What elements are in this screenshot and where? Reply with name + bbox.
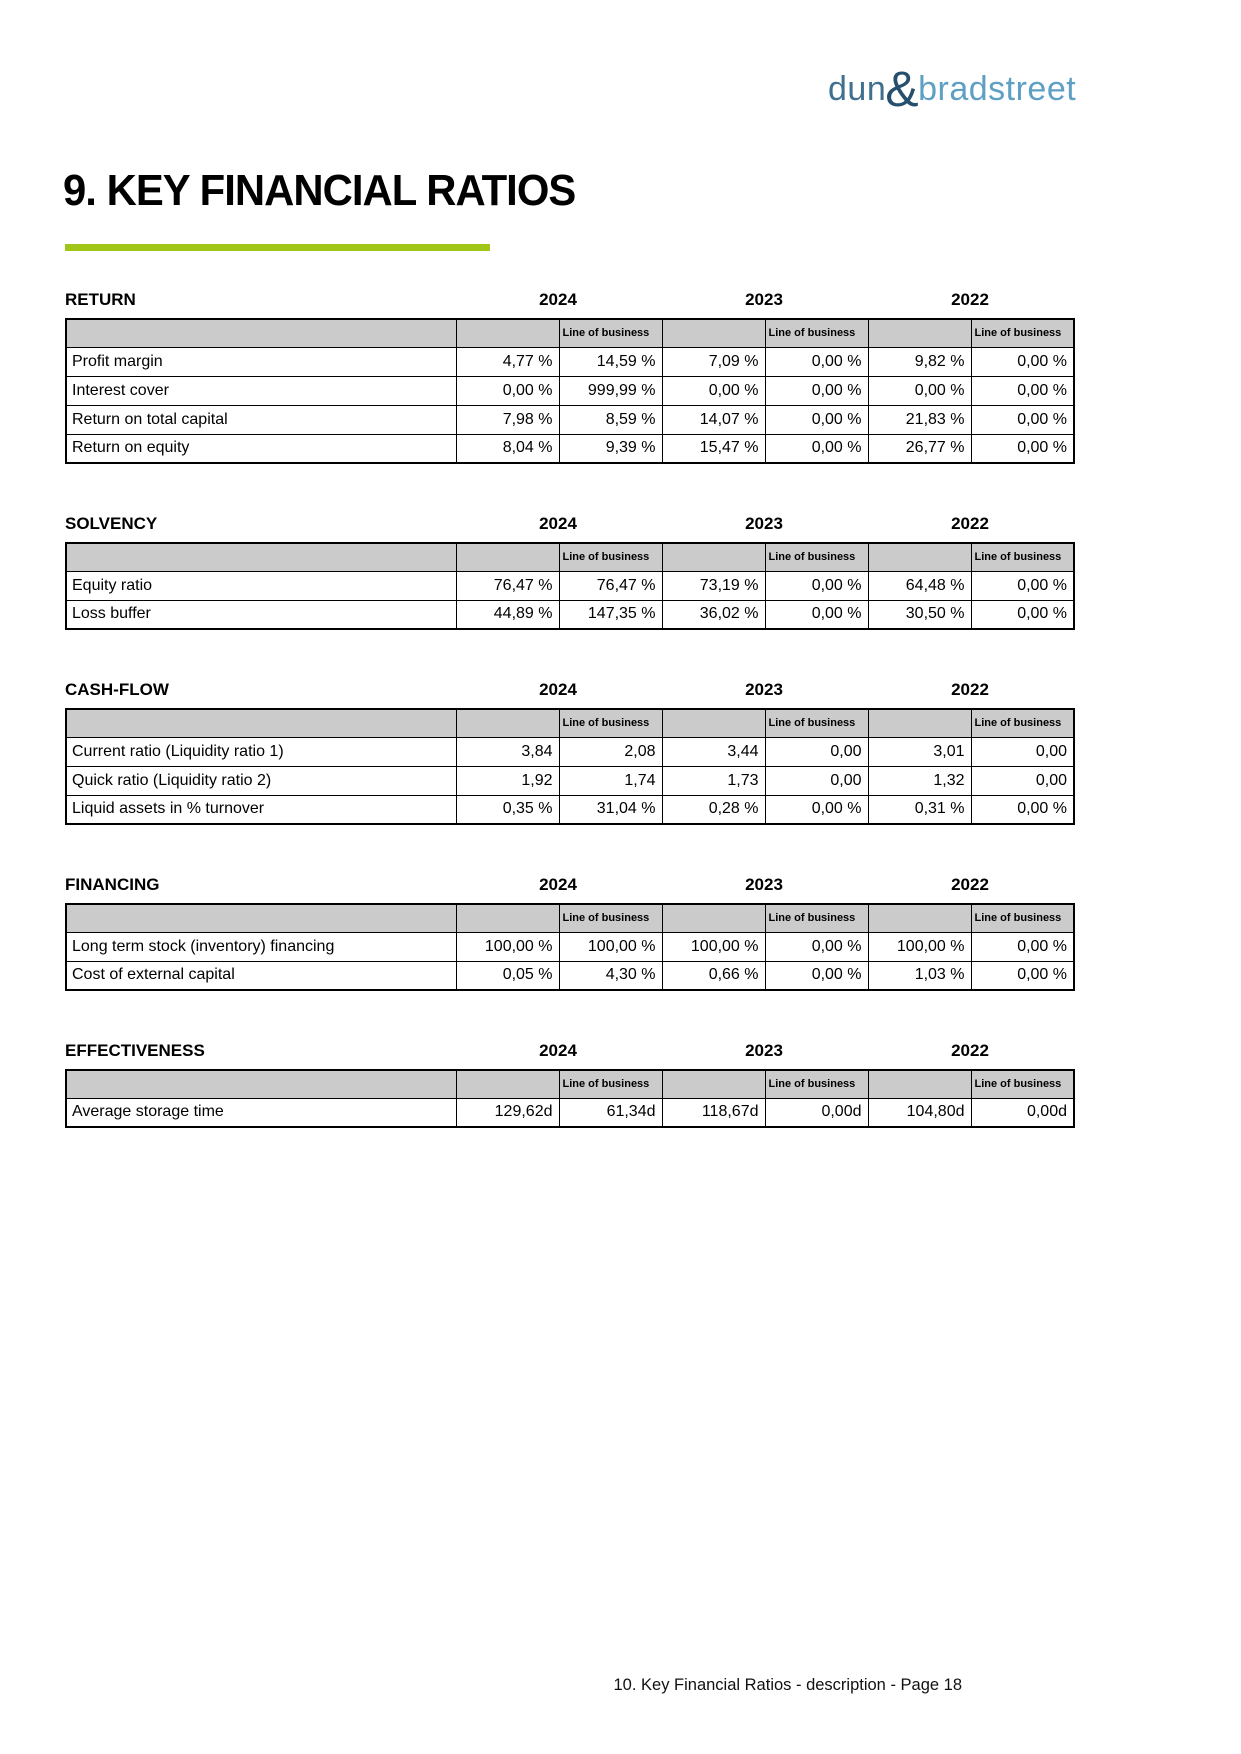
table-row: [66, 795, 1074, 824]
year-label: 2024: [539, 680, 577, 699]
header-spacer-cell: [456, 319, 559, 347]
table-row: [66, 434, 1074, 463]
section-header: [65, 514, 1073, 534]
header-spacer-cell: [66, 543, 456, 571]
section-title: FINANCING: [65, 875, 160, 894]
table-row: [66, 571, 1074, 600]
table-row: [66, 932, 1074, 961]
ratio-value: 4,30 %: [559, 961, 662, 990]
table-header-row: [66, 543, 1074, 571]
line-of-business-header: Line of business: [559, 709, 662, 737]
ampersand-icon: &: [885, 61, 920, 117]
section-effectiveness: [65, 1041, 1073, 1128]
ratio-label: Profit margin: [66, 347, 456, 376]
line-of-business-header: Line of business: [559, 543, 662, 571]
ratio-value: 0,00 %: [971, 961, 1074, 990]
header-spacer-cell: [868, 319, 971, 347]
section-solvency: [65, 514, 1073, 630]
section-header: [65, 290, 1073, 310]
section-header: [65, 1041, 1073, 1061]
year-label: 2022: [951, 514, 989, 533]
ratio-label: Quick ratio (Liquidity ratio 2): [66, 766, 456, 795]
year-label: 2023: [745, 1041, 783, 1060]
ratio-value: 129,62d: [456, 1098, 559, 1127]
year-label: 2023: [745, 514, 783, 533]
ratio-label: Cost of external capital: [66, 961, 456, 990]
section-title: EFFECTIVENESS: [65, 1041, 205, 1060]
ratio-value: 31,04 %: [559, 795, 662, 824]
year-label: 2022: [951, 290, 989, 309]
ratio-label: Return on equity: [66, 434, 456, 463]
ratio-value: 4,77 %: [456, 347, 559, 376]
header-spacer-cell: [662, 1070, 765, 1098]
year-label: 2022: [951, 875, 989, 894]
ratio-value: 0,00 %: [765, 405, 868, 434]
ratio-value: 0,00 %: [868, 376, 971, 405]
ratio-value: 7,09 %: [662, 347, 765, 376]
ratio-value: 100,00 %: [559, 932, 662, 961]
ratio-value: 0,35 %: [456, 795, 559, 824]
ratio-value: 100,00 %: [868, 932, 971, 961]
ratio-value: 9,82 %: [868, 347, 971, 376]
line-of-business-header: Line of business: [971, 709, 1074, 737]
header-spacer-cell: [868, 904, 971, 932]
ratio-value: 0,00 %: [765, 961, 868, 990]
ratio-value: 0,00 %: [765, 932, 868, 961]
line-of-business-header: Line of business: [559, 1070, 662, 1098]
ratio-value: 7,98 %: [456, 405, 559, 434]
line-of-business-header: Line of business: [765, 1070, 868, 1098]
year-label: 2024: [539, 514, 577, 533]
header-spacer-cell: [662, 319, 765, 347]
table-row: [66, 405, 1074, 434]
section-header: [65, 680, 1073, 700]
ratio-value: 0,00: [765, 766, 868, 795]
logo-text-dun: dun: [828, 70, 887, 108]
header-spacer-cell: [456, 543, 559, 571]
line-of-business-header: Line of business: [765, 543, 868, 571]
line-of-business-header: Line of business: [765, 319, 868, 347]
table-header-row: [66, 1070, 1074, 1098]
ratio-value: 0,00 %: [662, 376, 765, 405]
title-accent-bar: [65, 244, 490, 251]
ratio-value: 0,00 %: [971, 347, 1074, 376]
year-label: 2023: [745, 290, 783, 309]
ratio-value: 26,77 %: [868, 434, 971, 463]
ratio-value: 0,00 %: [765, 795, 868, 824]
header-spacer-cell: [456, 904, 559, 932]
ratio-label: Liquid assets in % turnover: [66, 795, 456, 824]
ratio-value: 0,00 %: [971, 795, 1074, 824]
ratio-value: 104,80d: [868, 1098, 971, 1127]
section-title: SOLVENCY: [65, 514, 158, 533]
header-spacer-cell: [662, 543, 765, 571]
ratio-value: 0,28 %: [662, 795, 765, 824]
page-title: 9. KEY FINANCIAL RATIOS: [63, 166, 576, 215]
table-row: [66, 600, 1074, 629]
table-row: [66, 347, 1074, 376]
ratio-value: 0,00 %: [971, 376, 1074, 405]
ratio-value: 36,02 %: [662, 600, 765, 629]
year-label: 2022: [951, 680, 989, 699]
ratio-value: 64,48 %: [868, 571, 971, 600]
ratio-label: Current ratio (Liquidity ratio 1): [66, 737, 456, 766]
section-return: [65, 290, 1073, 464]
ratio-label: Interest cover: [66, 376, 456, 405]
line-of-business-header: Line of business: [765, 709, 868, 737]
ratio-label: Loss buffer: [66, 600, 456, 629]
table-row: [66, 766, 1074, 795]
ratio-value: 44,89 %: [456, 600, 559, 629]
ratio-value: 8,04 %: [456, 434, 559, 463]
ratio-value: 73,19 %: [662, 571, 765, 600]
header-spacer-cell: [662, 709, 765, 737]
line-of-business-header: Line of business: [971, 904, 1074, 932]
ratio-value: 0,00 %: [971, 405, 1074, 434]
year-label: 2024: [539, 875, 577, 894]
ratio-value: 15,47 %: [662, 434, 765, 463]
ratio-value: 0,00 %: [971, 571, 1074, 600]
ratio-value: 76,47 %: [456, 571, 559, 600]
ratio-value: 1,73: [662, 766, 765, 795]
ratio-value: 0,00: [765, 737, 868, 766]
ratio-value: 3,44: [662, 737, 765, 766]
section-title: CASH-FLOW: [65, 680, 169, 699]
ratio-value: 0,00 %: [765, 571, 868, 600]
line-of-business-header: Line of business: [971, 319, 1074, 347]
ratio-value: 0,00 %: [971, 600, 1074, 629]
ratio-value: 30,50 %: [868, 600, 971, 629]
line-of-business-header: Line of business: [971, 543, 1074, 571]
ratio-label: Average storage time: [66, 1098, 456, 1127]
ratios-table: [65, 1069, 1075, 1128]
ratio-value: 0,66 %: [662, 961, 765, 990]
year-label: 2024: [539, 290, 577, 309]
ratio-value: 0,00d: [765, 1098, 868, 1127]
ratio-value: 1,03 %: [868, 961, 971, 990]
ratio-value: 14,07 %: [662, 405, 765, 434]
header-spacer-cell: [66, 904, 456, 932]
ratio-value: 0,00: [971, 766, 1074, 795]
dun-bradstreet-logo: [828, 61, 1077, 117]
table-row: [66, 1098, 1074, 1127]
line-of-business-header: Line of business: [559, 904, 662, 932]
ratio-value: 3,84: [456, 737, 559, 766]
year-label: 2022: [951, 1041, 989, 1060]
header-spacer-cell: [662, 904, 765, 932]
ratio-value: 0,05 %: [456, 961, 559, 990]
ratio-value: 14,59 %: [559, 347, 662, 376]
ratio-value: 0,00 %: [765, 434, 868, 463]
ratio-value: 0,00d: [971, 1098, 1074, 1127]
header-spacer-cell: [868, 709, 971, 737]
ratio-label: Return on total capital: [66, 405, 456, 434]
ratio-value: 1,74: [559, 766, 662, 795]
ratio-value: 0,00 %: [765, 600, 868, 629]
ratio-value: 0,00 %: [765, 376, 868, 405]
ratio-value: 100,00 %: [662, 932, 765, 961]
ratios-table: [65, 542, 1075, 630]
ratio-value: 0,00: [971, 737, 1074, 766]
ratios-table: [65, 903, 1075, 991]
table-row: [66, 376, 1074, 405]
ratio-value: 1,92: [456, 766, 559, 795]
ratio-value: 0,00 %: [765, 347, 868, 376]
ratios-table: [65, 318, 1075, 464]
year-label: 2024: [539, 1041, 577, 1060]
page-footer: 10. Key Financial Ratios - description - Page 18: [613, 1676, 962, 1694]
ratio-value: 76,47 %: [559, 571, 662, 600]
header-spacer-cell: [66, 319, 456, 347]
ratio-value: 3,01: [868, 737, 971, 766]
section-financing: [65, 875, 1073, 991]
ratio-value: 0,00 %: [971, 932, 1074, 961]
table-header-row: [66, 709, 1074, 737]
table-header-row: [66, 319, 1074, 347]
line-of-business-header: Line of business: [971, 1070, 1074, 1098]
year-label: 2023: [745, 875, 783, 894]
header-spacer-cell: [868, 543, 971, 571]
ratio-value: 118,67d: [662, 1098, 765, 1127]
line-of-business-header: Line of business: [559, 319, 662, 347]
section-cash-flow: [65, 680, 1073, 825]
year-label: 2023: [745, 680, 783, 699]
header-spacer-cell: [66, 709, 456, 737]
ratio-value: 147,35 %: [559, 600, 662, 629]
ratio-value: 2,08: [559, 737, 662, 766]
line-of-business-header: Line of business: [765, 904, 868, 932]
header-spacer-cell: [868, 1070, 971, 1098]
header-spacer-cell: [66, 1070, 456, 1098]
ratio-value: 0,00 %: [971, 434, 1074, 463]
table-header-row: [66, 904, 1074, 932]
header-spacer-cell: [456, 1070, 559, 1098]
header-spacer-cell: [456, 709, 559, 737]
ratio-label: Long term stock (inventory) financing: [66, 932, 456, 961]
ratios-table: [65, 708, 1075, 825]
ratio-label: Equity ratio: [66, 571, 456, 600]
ratio-value: 21,83 %: [868, 405, 971, 434]
ratio-value: 9,39 %: [559, 434, 662, 463]
section-title: RETURN: [65, 290, 136, 309]
ratio-value: 0,31 %: [868, 795, 971, 824]
ratio-value: 61,34d: [559, 1098, 662, 1127]
ratio-value: 1,32: [868, 766, 971, 795]
ratio-value: 999,99 %: [559, 376, 662, 405]
section-header: [65, 875, 1073, 895]
ratio-value: 8,59 %: [559, 405, 662, 434]
ratio-sections: [65, 290, 1073, 1178]
logo-text-bradstreet: bradstreet: [918, 70, 1077, 108]
ratio-value: 0,00 %: [456, 376, 559, 405]
ratio-value: 100,00 %: [456, 932, 559, 961]
table-row: [66, 737, 1074, 766]
table-row: [66, 961, 1074, 990]
